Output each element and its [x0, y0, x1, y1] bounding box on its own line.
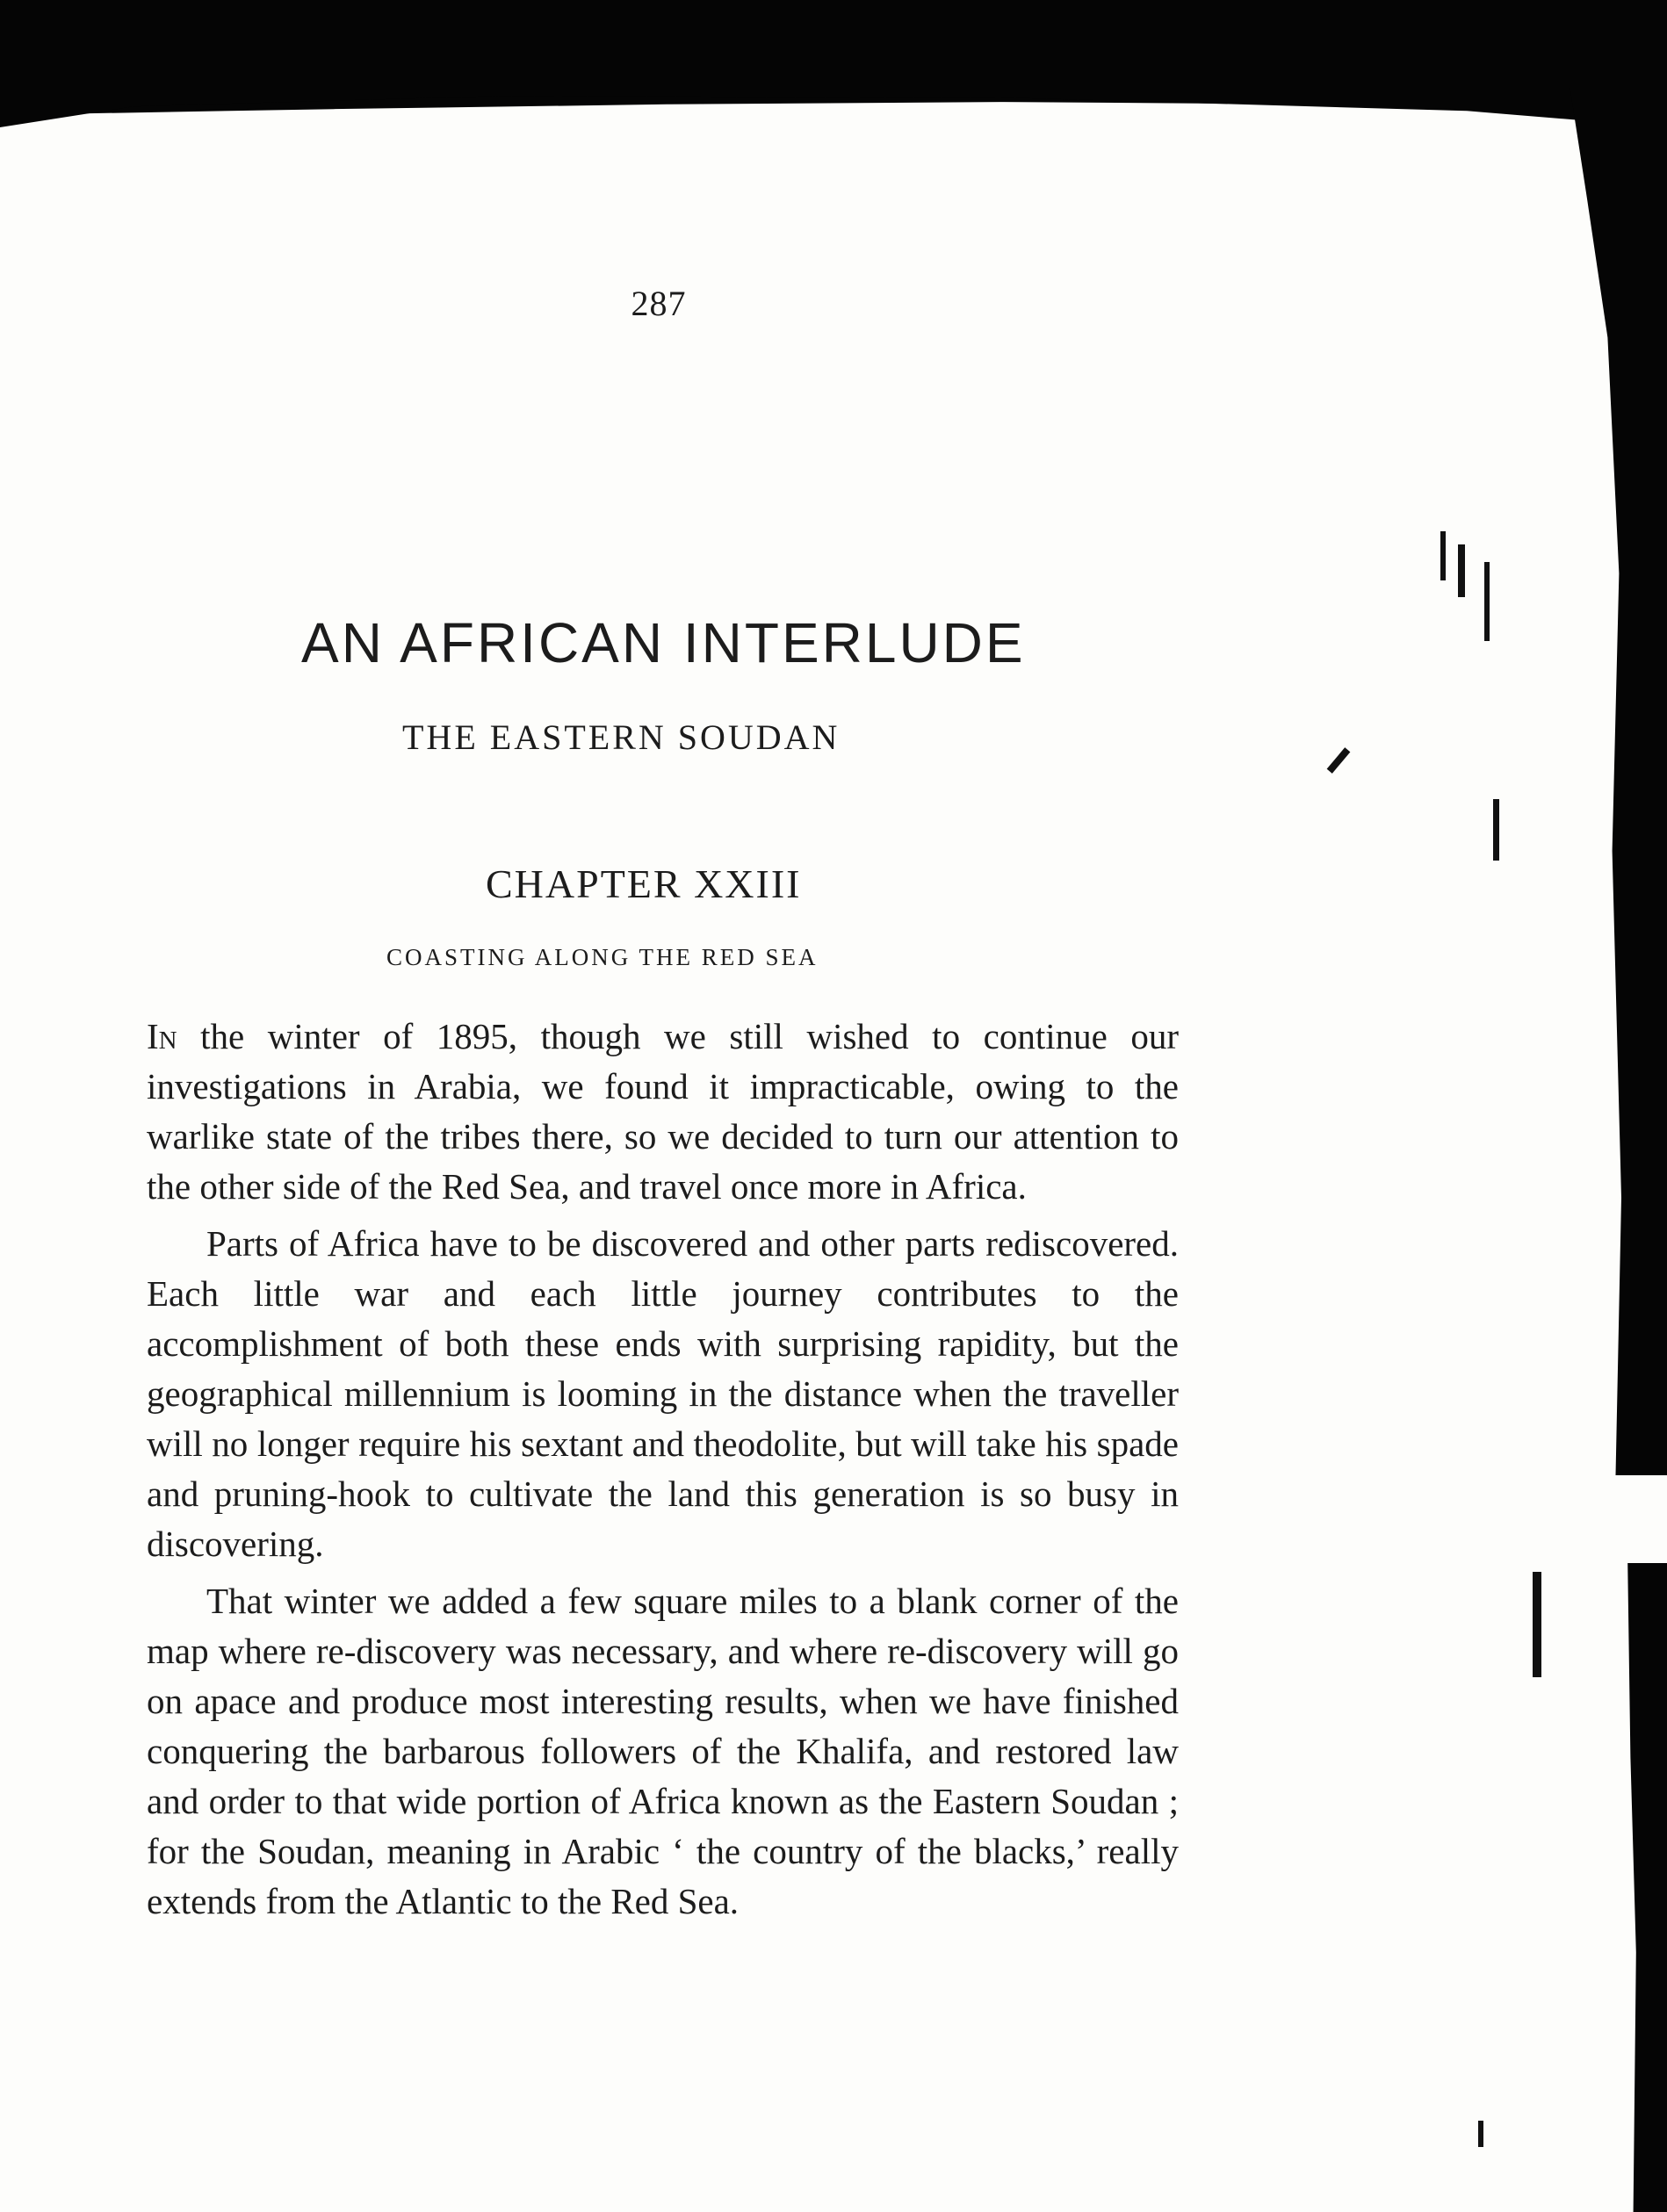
- paragraph: [147, 1012, 1179, 1212]
- scan-shadow-right: [1553, 88, 1667, 1475]
- scan-shadow-top-edge: [0, 53, 1667, 127]
- paragraph-lead-word: In: [147, 1016, 177, 1056]
- scan-mark: [1478, 2121, 1483, 2147]
- chapter-title: CHAPTER XXIII: [486, 861, 802, 906]
- scan-mark: [1493, 799, 1499, 861]
- scan-mark: [1440, 531, 1446, 580]
- page-subtitle: THE EASTERN SOUDAN: [402, 717, 841, 757]
- scan-mark: [1327, 747, 1351, 774]
- scan-shadow-right-lower: [1611, 1563, 1667, 2212]
- paragraph: That winter we added a few square miles to a blank corner of the map where re-discovery was necessary, and where re-discovery will go on apace and produce most interesting results, when we have finished conquering the barbarous followers of the Khalifa, and restored law and order to that wide portion of Africa known as the Eastern Soudan ; for the Soudan, meaning in Arabic ‘ the country of the blacks,’ really extends from the Atlantic to the Red Sea.: [147, 1581, 1179, 1921]
- page-title: AN AFRICAN INTERLUDE: [301, 611, 1026, 674]
- paragraph: Parts of Africa have to be discovered and other parts rediscovered. Each little war and each little journey contributes to the accomplishment of both these ends with surprising rapidity, but the geographical millennium is looming in the distance when the traveller will no longer require his sextant and theodolite, but will take his spade and pruning-hook to cultivate the land this generation is so busy in discovering.: [147, 1223, 1179, 1564]
- scan-mark: [1458, 544, 1465, 597]
- body-text: [147, 1012, 1179, 1934]
- scan-mark: [1484, 562, 1490, 641]
- paragraph-text: the winter of 1895, though we still wished to continue our investigations in Arabia, we found it impracticable, owing to the warlike state of the tribes there, so we decided to turn our attention to the other side of the Red Sea, and travel once more in Africa.: [147, 1016, 1179, 1207]
- page-number: 287: [631, 284, 687, 323]
- scan-mark: [1533, 1572, 1541, 1677]
- chapter-subtitle: COASTING ALONG THE RED SEA: [386, 944, 819, 970]
